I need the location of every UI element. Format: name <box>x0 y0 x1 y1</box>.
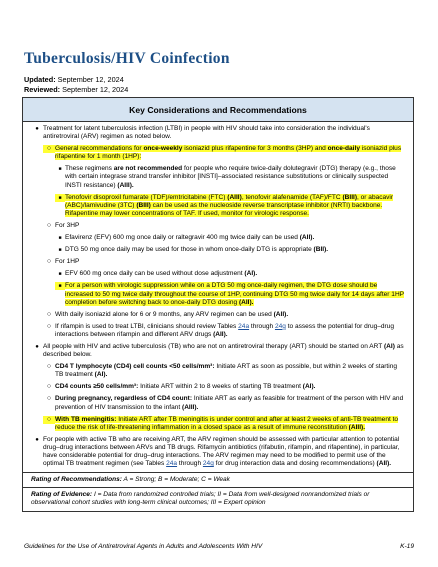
list-item: ■ EFV 600 mg once daily can be used without dose adjustment (AI). <box>31 270 405 278</box>
list-item: ○ CD4 counts ≥50 cells/mm³: Initiate ART within 2 to 8 weeks of starting TB treatment (AI). <box>31 383 405 391</box>
rating-of-recommendations: Rating of Recommendations: A = Strong; B = Moderate; C = Weak <box>23 472 413 487</box>
square-bullet-icon: ■ <box>58 247 62 254</box>
list-item: ■ These regimens are not recommended for people who require twice-daily dolutegravir (DTG) therapy (e.g., those with certain integrase strand transfer inhibitor [INSTI]–associated resistance substitutions or clinically suspected INSTI resistance) (AIII). <box>31 165 405 189</box>
bullet-icon: ● <box>35 126 39 132</box>
page-number: K-19 <box>400 543 414 550</box>
footer-text: Guidelines for the Use of Antiretroviral Agents in Adults and Adolescents With HIV <box>24 543 263 550</box>
list-item: ○ For 3HP <box>31 222 405 230</box>
list-item: ○ With TB meningitis: Initiate ART after TB meningitis is under control and after at least 2 weeks of anti-TB treatment to reduce the risk of life-threatening inflammation in a closed space as a result of immune reconstitution (AIII). <box>31 416 405 432</box>
circle-bullet-icon: ○ <box>43 416 55 424</box>
circle-bullet-icon: ○ <box>43 145 55 153</box>
updated-line: Updated: September 12, 2024 <box>24 75 124 84</box>
list-item: ○ CD4 T lymphocyte (CD4) cell counts <50 cells/mm³: Initiate ART as soon as possible, but within 2 weeks of starting TB treatment (AI). <box>31 363 405 379</box>
box-header: Key Considerations and Recommendations <box>23 98 413 122</box>
bullet-icon: ● <box>35 343 39 350</box>
reviewed-line: Reviewed: September 12, 2024 <box>24 84 129 94</box>
square-bullet-icon: ■ <box>55 194 65 202</box>
table-24a-link[interactable]: 24a <box>166 460 178 468</box>
page-title: Tuberculosis/HIV Coinfection <box>24 50 230 67</box>
table-24a-link[interactable]: 24a <box>238 322 250 330</box>
list-item: ■ DTG 50 mg once daily may be used for those in whom once-daily DTG is appropriate (BII). <box>31 246 405 254</box>
circle-bullet-icon: ○ <box>46 322 52 330</box>
box-body <box>23 122 413 468</box>
circle-bullet-icon: ○ <box>46 363 52 371</box>
square-bullet-icon: ■ <box>58 271 62 278</box>
list-item: ● Treatment for latent tuberculosis infection (LTBI) in people with HIV should take into consideration the individual's antiretroviral (ARV) regimen as noted below. <box>31 125 405 141</box>
dates-block <box>24 75 128 94</box>
list-item: ○ With daily isoniazid alone for 6 or 9 months, any ARV regimen can be used (AII). <box>31 311 405 319</box>
list-item: ● For people with active TB who are receiving ART, the ARV regimen should be assessed with particular attention to potential drug–drug interactions between ARVs and TB drugs. Rifamycin antibiotics (rifabutin, rifampin, and rifapentine), in particular, have considerable potential for drug–drug interactions. The ARV regimen may need to be modified to permit use of the optimal TB treatment regimen (see Tables 24a through 24g for drug interaction data and dosing recommendations) (AII). <box>31 436 405 468</box>
rating-of-evidence: Rating of Evidence: I = Data from randomized controlled trials; II = Data from well-designed nonrandomized trials or observational cohort studies with long-term clinical outcomes; III = Expert opinion <box>23 487 413 510</box>
bullet-icon: ● <box>35 436 39 443</box>
list-item: ● All people with HIV and active tuberculosis (TB) who are not on antiretroviral therapy (ART) should be started on ART (AI) as described below. <box>31 343 405 359</box>
circle-bullet-icon: ○ <box>46 258 52 266</box>
key-considerations-box <box>22 97 414 512</box>
square-bullet-icon: ■ <box>55 282 65 290</box>
list-item: ■ Efavirenz (EFV) 600 mg once daily or raltegravir 400 mg twice daily can be used (AII). <box>31 234 405 242</box>
table-24g-link[interactable]: 24g <box>274 322 286 330</box>
table-24g-link[interactable]: 24g <box>202 460 214 468</box>
circle-bullet-icon: ○ <box>46 221 52 229</box>
list-item: ○ If rifampin is used to treat LTBI, clinicians should review Tables 24a through 24g to assess the potential for drug–drug interactions between rifampin and different ARV drugs (AII). <box>31 323 405 339</box>
square-bullet-icon: ■ <box>58 166 62 173</box>
list-item: ■ Tenofovir disoproxil fumarate (TDF)/emtricitabine (FTC) (AIII), tenofovir alafenamide (TAF)/FTC (BIII), or abacavir (ABC)/lamivudine (3TC) (BIII) can be used as the nucleoside reverse transcriptase inhibitor (NRTI) backbone. Rifapentine may lower concentrations of TAF. If used, monitor for virologic response. <box>31 194 405 218</box>
circle-bullet-icon: ○ <box>46 395 52 403</box>
square-bullet-icon: ■ <box>58 235 62 242</box>
list-item: ○ During pregnancy, regardless of CD4 count: Initiate ART as early as feasible for treatment of the person with HIV and prevention of HIV transmission to the infant (AIII). <box>31 395 405 411</box>
list-item: ■ For a person with virologic suppression while on a DTG 50 mg once-daily regimen, the DTG dose should be increased to 50 mg twice daily throughout the course of 1HP, continuing DTG 50 mg twice daily for 14 days after 1HP completion before switching back to once-daily DTG dosing (AII). <box>31 282 405 306</box>
circle-bullet-icon: ○ <box>46 310 52 318</box>
list-item: ○ General recommendations for once-weekly isoniazid plus rifapentine for 3 months (3HP) and once-daily isoniazid plus rifapentine for 1 month (1HP): <box>31 145 405 161</box>
list-item: ○ For 1HP <box>31 258 405 266</box>
circle-bullet-icon: ○ <box>46 383 52 391</box>
